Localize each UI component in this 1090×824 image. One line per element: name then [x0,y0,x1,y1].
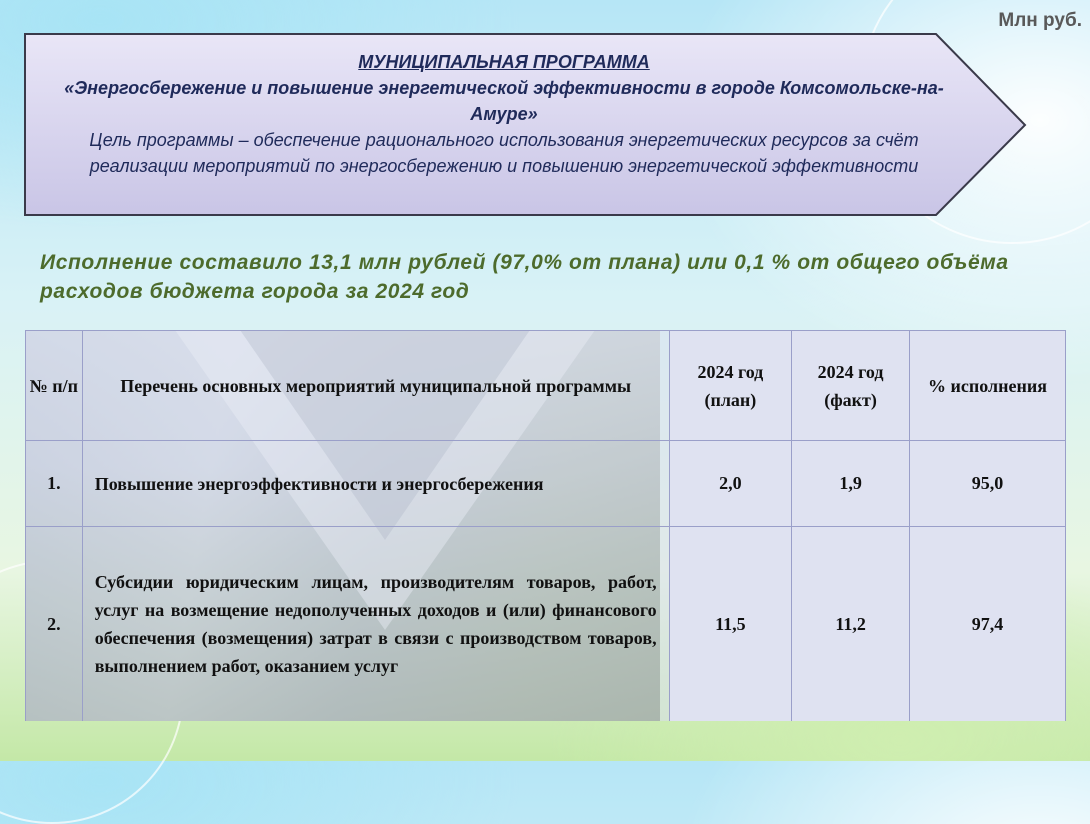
banner-title: МУНИЦИПАЛЬНАЯ ПРОГРАММА [358,52,650,72]
banner-text [54,49,954,179]
table-row [26,527,1066,722]
program-table [25,330,1066,721]
row-name: Субсидии юридическим лицам, производителям товаров, работ, услуг на возмещение недополученных доходов и (или) финансового обеспечения (возмещения) затрат в связи с производством товаров, выполнением работ, оказанием услуг [82,527,669,722]
row-num: 2. [26,527,83,722]
banner-goal: Цель программы – обеспечение рационального использования энергетических ресурсов за счёт реализации мероприятий по энергосбережению и повышению энергетической эффективности [89,130,919,176]
table-container [25,330,1066,721]
header-fact: 2024 год (факт) [792,331,910,441]
header-plan: 2024 год (план) [669,331,792,441]
row-fact: 11,2 [792,527,910,722]
units-label: Млн руб. [998,10,1082,31]
table-header-row [26,331,1066,441]
header-name: Перечень основных мероприятий муниципальной программы [82,331,669,441]
header-num: № п/п [26,331,83,441]
row-pct: 95,0 [909,441,1065,527]
row-pct: 97,4 [909,527,1065,722]
row-num: 1. [26,441,83,527]
row-plan: 11,5 [669,527,792,722]
program-banner [24,33,1028,217]
banner-subtitle: «Энергосбережение и повышение энергетической эффективности в городе Комсомольске-на-Амуре» [64,78,944,124]
header-pct: % исполнения [909,331,1065,441]
table-row [26,441,1066,527]
row-name: Повышение энергоэффективности и энергосбережения [82,441,669,527]
row-fact: 1,9 [792,441,910,527]
execution-summary: Исполнение составило 13,1 млн рублей (97,0% от плана) или 0,1 % от общего объёма расходов бюджета города за 2024 год [40,251,1009,303]
row-plan: 2,0 [669,441,792,527]
